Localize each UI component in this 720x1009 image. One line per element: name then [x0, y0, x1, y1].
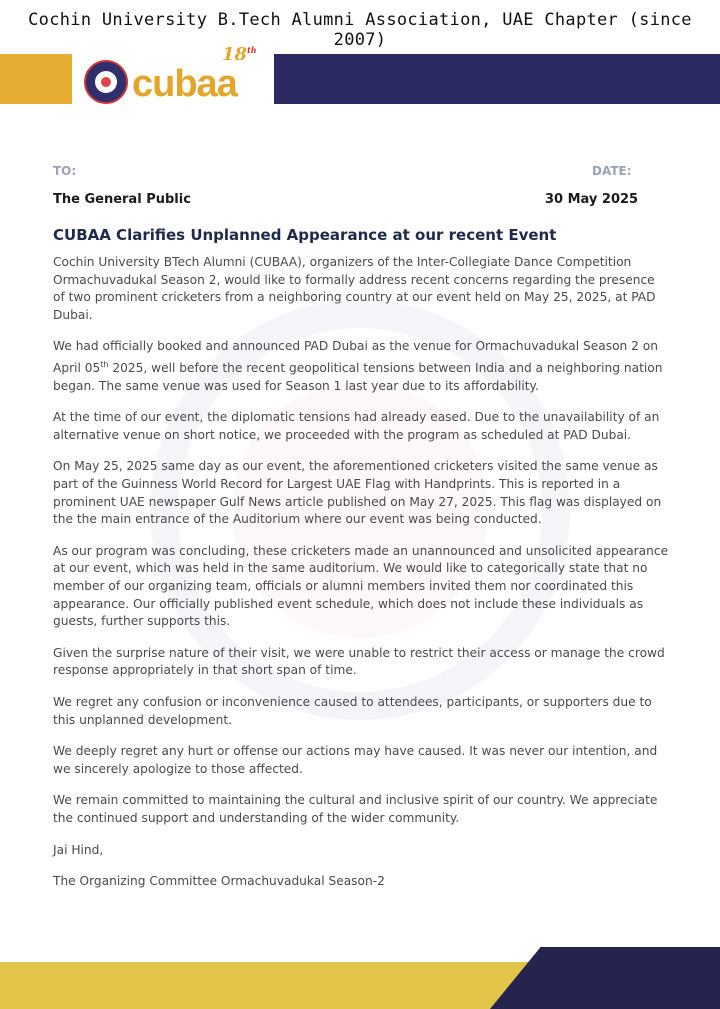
signature: The Organizing Committee Ormachuvadukal Season-2	[53, 874, 385, 889]
header-title: Cochin University B.Tech Alumni Association, UAE Chapter (since 2007)	[28, 10, 692, 50]
header-navy-bar	[274, 54, 720, 104]
paragraph: On May 25, 2025 same day as our event, the aforementioned cricketers visited the same venue as part of the Guinness World Record for Largest UAE Flag with Handprints. This is reported in a prominent UAE newspaper Gulf News article published on May 27, 2025. This flag was displayed on the the main entrance of the Auditorium where our event was being conducted.	[53, 459, 662, 527]
letter-subject: CUBAA Clarifies Unplanned Appearance at our recent Event	[53, 226, 557, 244]
paragraph: At the time of our event, the diplomatic tensions had already eased. Due to the unavailability of an alternative venue on short notice, we proceeded with the program as scheduled at PAD Dubai.	[53, 410, 660, 442]
paragraph: As our program was concluding, these cricketers made an unannounced and unsolicited appearance at our event, which was held in the same auditorium. We would like to categorically state that no member of our organizing team, officials or alumni members invited them nor coordinated this appearance. Our officially published event schedule, which does not include these individuals as guests, further supports this.	[53, 543, 669, 629]
paragraph: Given the surprise nature of their visit, we were unable to restrict their access or manage the crowd response appropriately in that short span of time.	[53, 645, 665, 678]
paragraph: We deeply regret any hurt or offense our actions may have caused. It was never our intention, and we sincerely apologize to those affected.	[53, 744, 658, 776]
letter-body	[53, 254, 669, 905]
seal-icon	[84, 60, 128, 104]
to-value: The General Public	[53, 192, 191, 207]
paragraph: We regret any confusion or inconvenience caused to attendees, participants, or supporters due to this unplanned development.	[53, 694, 652, 727]
anniversary-badge: 18th	[222, 44, 257, 65]
footer-navy-band	[490, 947, 720, 1009]
date-label: DATE:	[592, 164, 632, 178]
to-label: TO:	[53, 164, 77, 178]
logo-wordmark: cubaa	[132, 63, 237, 105]
date-value: 30 May 2025	[545, 192, 639, 207]
header-gold-bar	[0, 54, 72, 104]
cubaa-logo	[82, 44, 272, 110]
paragraph: We had officially booked and announced PAD Dubai as the venue for Ormachuvadukal Season 2 on April 05th 2025, well before the recent geopolitical tensions between India and a neighboring nation began. The same venue was used for Season 1 last year due to its affordability.	[53, 339, 663, 393]
paragraph: Cochin University BTech Alumni (CUBAA), organizers of the Inter-Collegiate Dance Competition Ormachuvadukal Season 2, would like to formally address recent concerns regarding the presence of two prominent cricketers from a neighboring country at our event held on May 25, 2025, at PAD Dubai.	[53, 255, 656, 322]
paragraph: We remain committed to maintaining the cultural and inclusive spirit of our country. We appreciate the continued support and understanding of the wider community.	[53, 793, 658, 825]
closing: Jai Hind,	[53, 842, 104, 857]
